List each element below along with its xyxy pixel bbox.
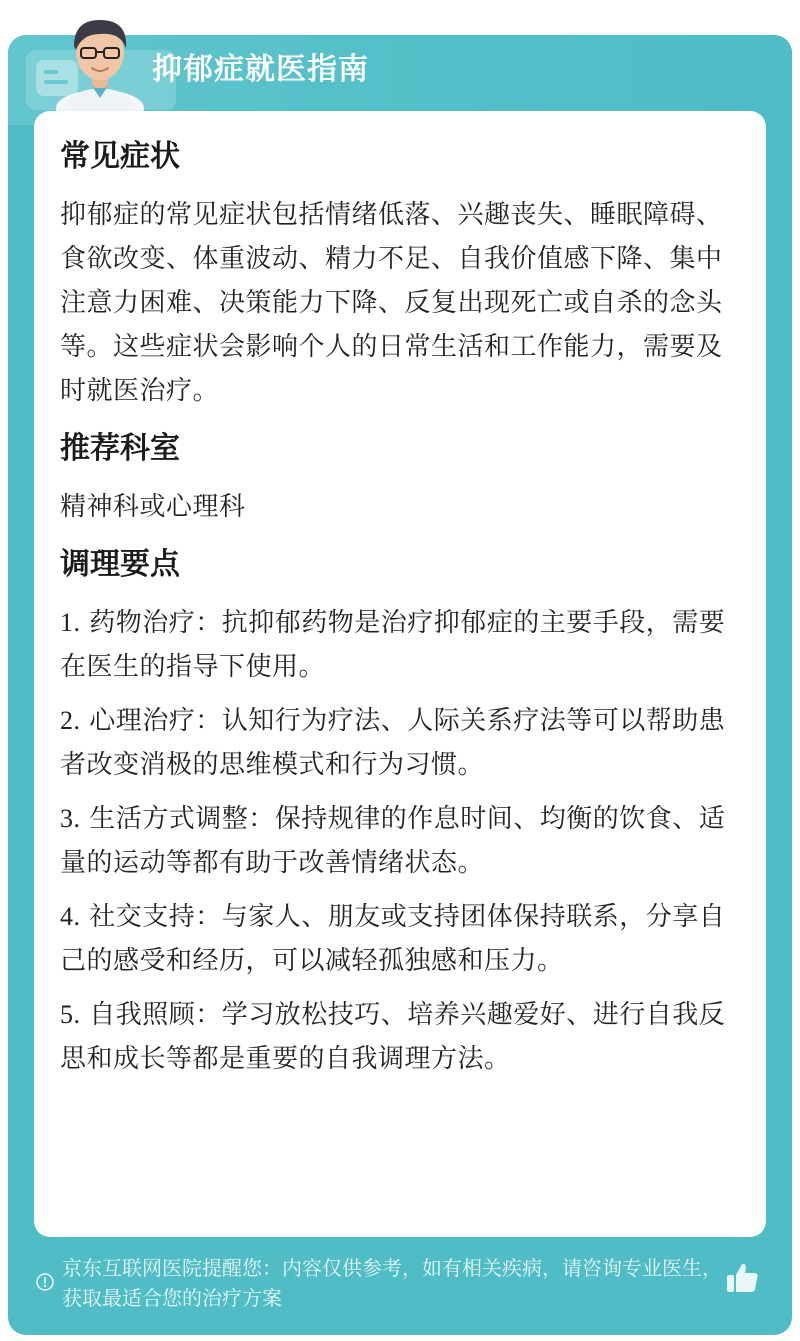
section-heading-department: 推荐科室 [60, 431, 180, 466]
section-heading-care: 调理要点 [60, 547, 180, 582]
list-item [60, 601, 740, 689]
list-item-number: 4. [60, 902, 81, 931]
disclaimer-text: 京东互联网医院提醒您：内容仅供参考，如有相关疾病，请咨询专业医生，获取最适合您的治疗方案 [62, 1256, 722, 1310]
list-item-number: 5. [60, 1000, 81, 1029]
list-item-number: 3. [60, 804, 81, 833]
list-item-text: 自我照顾：学习放松技巧、培养兴趣爱好、进行自我反思和成长等都是重要的自我调理方法。 [60, 1000, 726, 1074]
list-item-text: 药物治疗：抗抑郁药物是治疗抑郁症的主要手段，需要在医生的指导下使用。 [60, 608, 726, 682]
doctor-avatar-icon [48, 8, 152, 112]
list-item [60, 895, 740, 983]
list-item [60, 797, 740, 885]
list-item-text: 社交支持：与家人、朋友或支持团体保持联系，分享自己的感受和经历，可以减轻孤独感和压力。 [60, 902, 726, 976]
info-icon [36, 1273, 54, 1291]
list-item-text: 生活方式调整：保持规律的作息时间、均衡的饮食、适量的运动等都有助于改善情绪状态。 [60, 804, 726, 878]
section-body-department: 精神科或心理科 [60, 492, 246, 522]
section-heading-symptoms: 常见症状 [60, 139, 180, 174]
content-body [60, 131, 740, 1091]
content-card [34, 111, 766, 1237]
list-item-number: 1. [60, 608, 81, 637]
page-title: 抑郁症就医指南 [152, 52, 369, 87]
list-item-number: 2. [60, 706, 81, 735]
list-item-text: 心理治疗：认知行为疗法、人际关系疗法等可以帮助患者改变消极的思维模式和行为习惯。 [60, 706, 726, 780]
list-item [60, 699, 740, 787]
section-body-symptoms: 抑郁症的常见症状包括情绪低落、兴趣丧失、睡眠障碍、食欲改变、体重波动、精力不足、自我价值感下降、集中注意力困难、决策能力下降、反复出现死亡或自杀的念头等。这些症状会影响个人的日常生活和工作能力，需要及时就医治疗。 [60, 200, 723, 406]
thumbs-up-icon[interactable] [724, 1260, 760, 1296]
list-item [60, 993, 740, 1081]
